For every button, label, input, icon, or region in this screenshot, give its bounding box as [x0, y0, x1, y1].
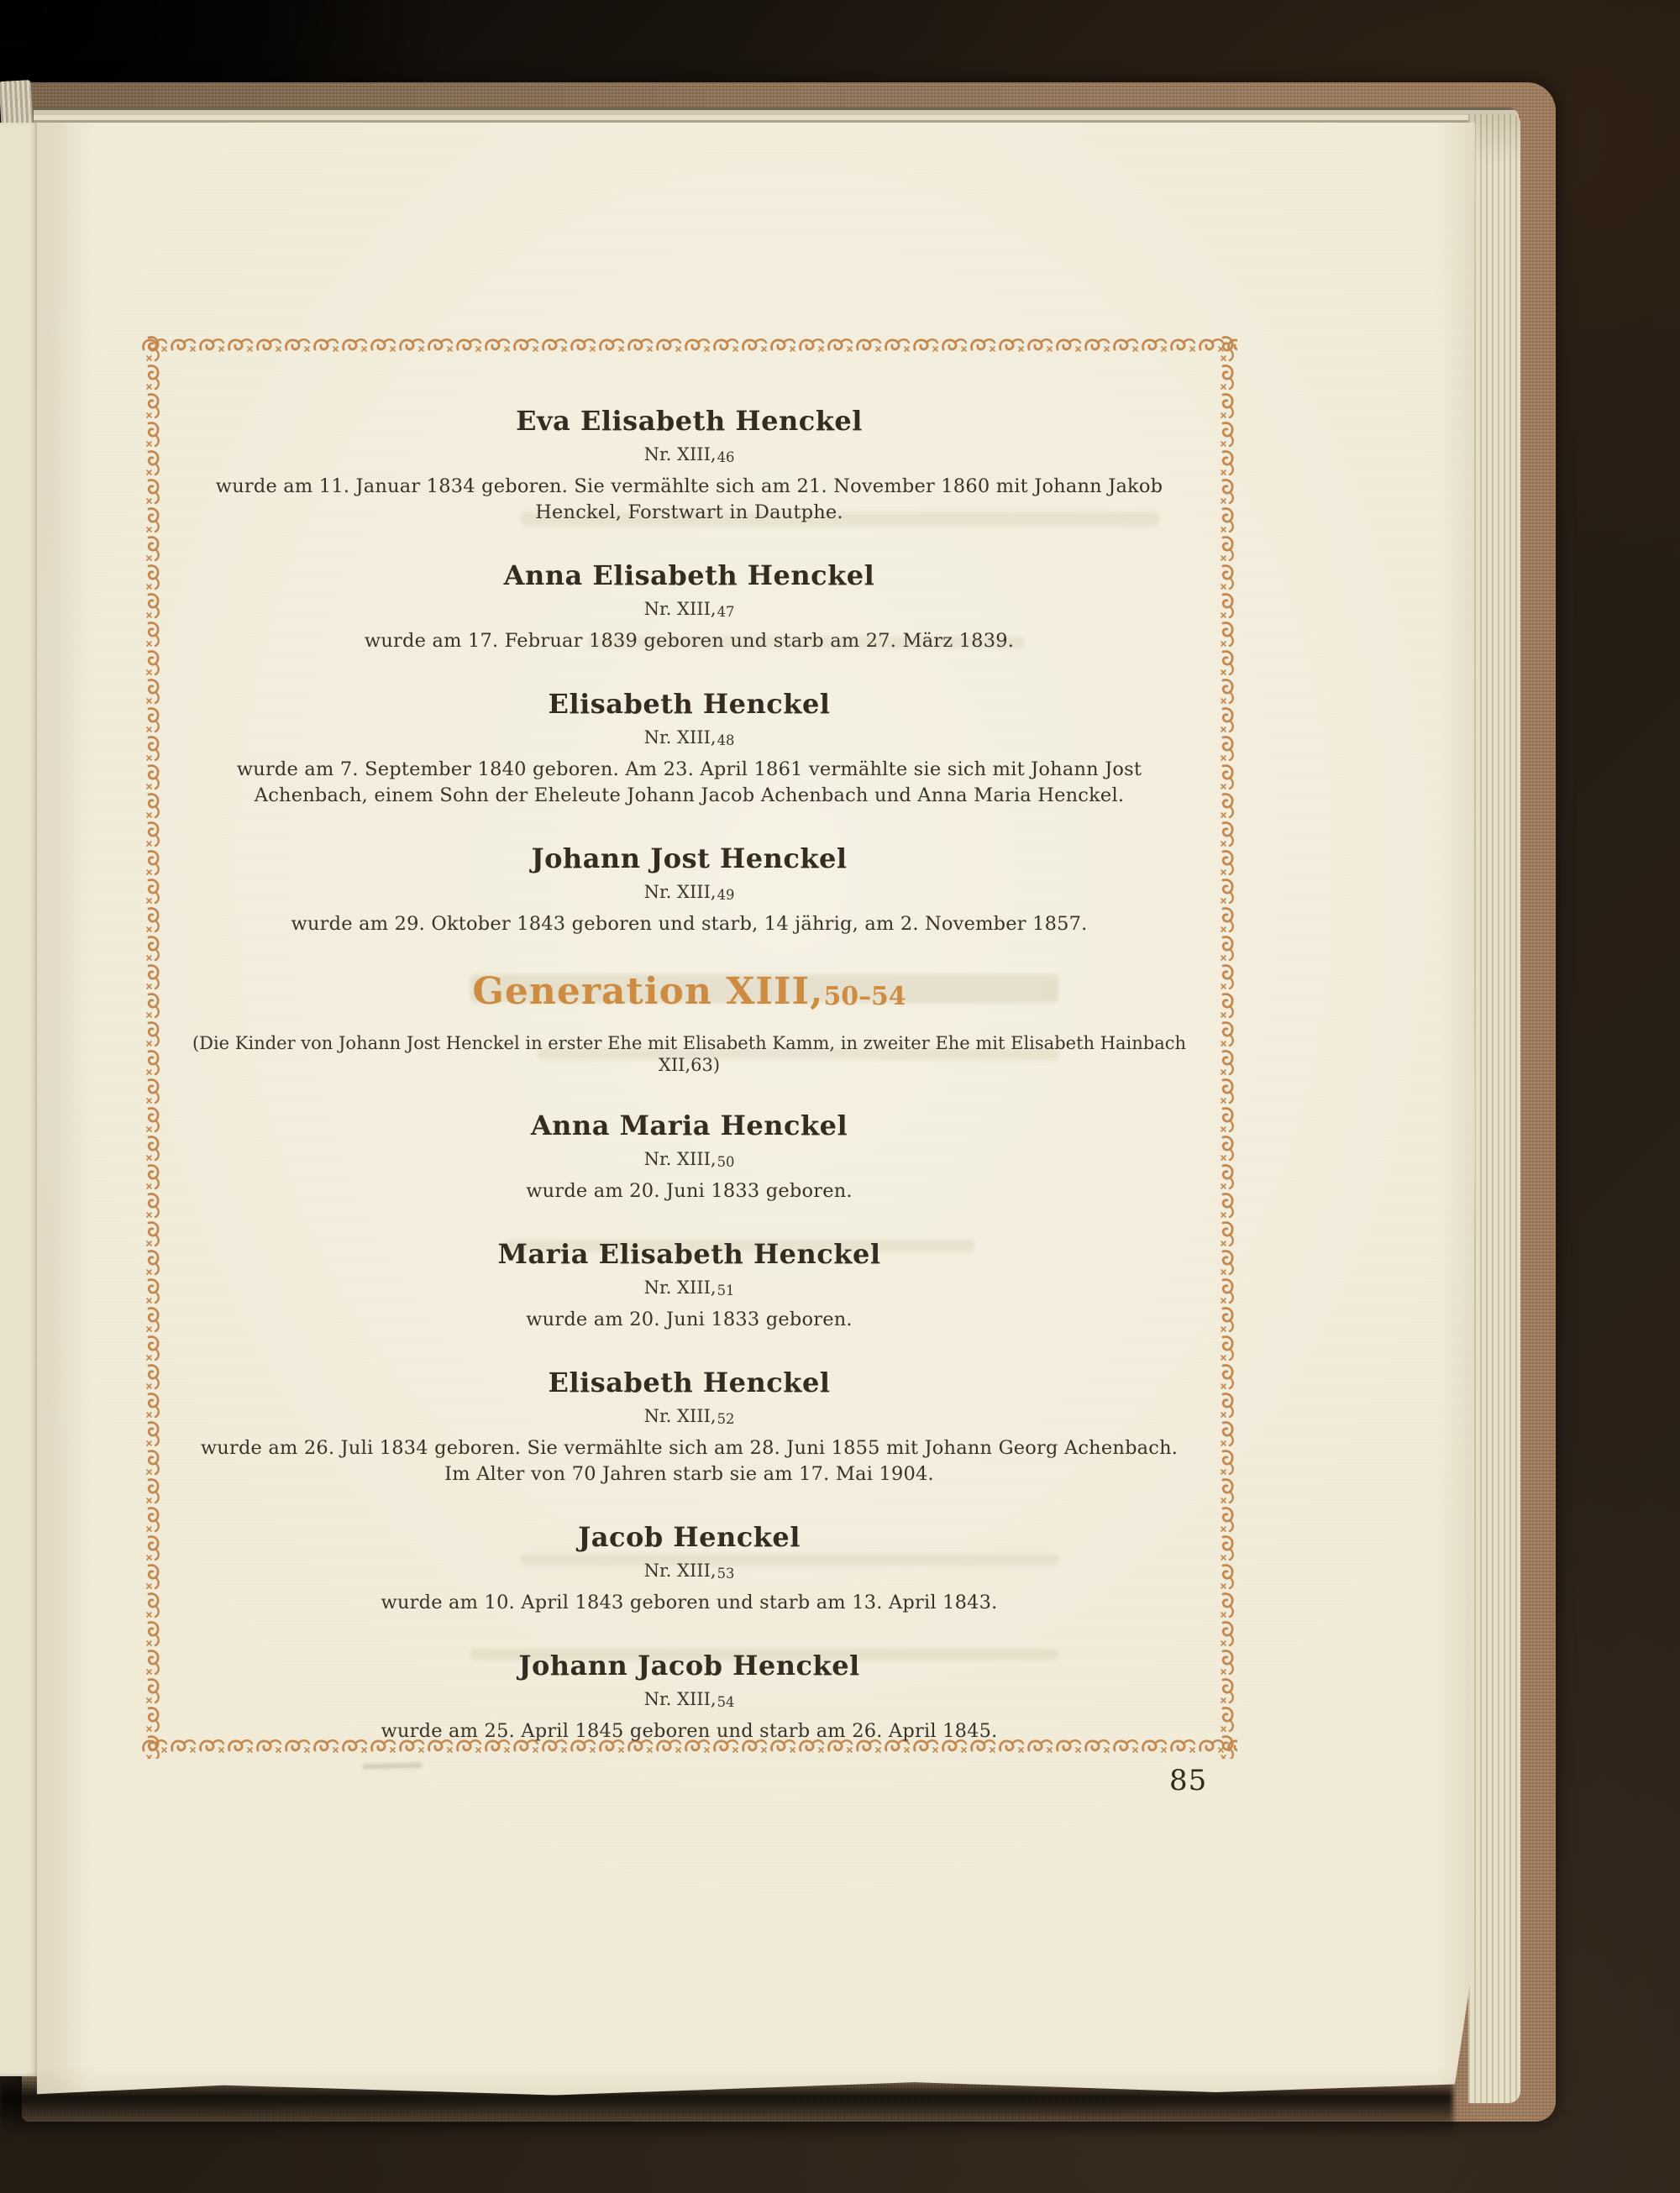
genealogy-entry — [140, 559, 1238, 654]
person-details: wurde am 20. Juni 1833 geboren. — [526, 1180, 853, 1202]
number-index: 52 — [717, 1411, 735, 1428]
person-name: Anna Maria Henckel — [530, 1110, 848, 1141]
person-number — [140, 443, 1238, 467]
number-prefix: Nr. XIII, — [643, 727, 717, 748]
person-name: Johann Jacob Henckel — [518, 1650, 860, 1681]
person-number — [140, 1405, 1238, 1429]
person-number — [140, 1560, 1238, 1583]
generation-heading-block — [140, 971, 1238, 1076]
generation-title-main: Generation XIII, — [472, 970, 824, 1013]
person-name: Johann Jost Henckel — [531, 842, 848, 874]
person-details: wurde am 29. Oktober 1843 geboren und starb, 14 jährig, am 2. November 1857. — [291, 913, 1088, 935]
number-prefix: Nr. XIII, — [643, 444, 717, 464]
person-number — [140, 1148, 1238, 1172]
person-name: Jacob Henckel — [578, 1521, 801, 1553]
person-name: Elisabeth Henckel — [548, 688, 831, 720]
number-prefix: Nr. XIII, — [643, 1278, 717, 1298]
number-prefix: Nr. XIII, — [643, 882, 717, 902]
genealogy-entry — [140, 1650, 1238, 1744]
person-name: Maria Elisabeth Henckel — [497, 1238, 881, 1270]
number-index: 51 — [717, 1283, 735, 1299]
person-details: wurde am 20. Juni 1833 geboren. — [526, 1309, 853, 1330]
genealogy-entry — [140, 1367, 1238, 1487]
person-details: wurde am 26. Juli 1834 geboren. Sie vermählte sich am 28. Juni 1855 mit Johann Georg Achenbach. Im Alter von 70 Jahren starb sie am 17. Mai 1904. — [200, 1437, 1179, 1485]
page-content — [140, 334, 1238, 1778]
person-details: wurde am 25. April 1845 geboren und starb am 26. April 1845. — [381, 1720, 998, 1742]
number-index: 49 — [717, 887, 735, 904]
person-number — [140, 1688, 1238, 1712]
person-details: wurde am 10. April 1843 geboren und starb am 13. April 1843. — [381, 1592, 998, 1613]
person-number — [140, 1277, 1238, 1300]
number-index: 47 — [717, 604, 735, 621]
number-index: 54 — [717, 1694, 735, 1711]
number-index: 53 — [717, 1566, 735, 1582]
person-details: wurde am 17. Februar 1839 geboren und starb am 27. März 1839. — [364, 630, 1015, 652]
person-name: Anna Elisabeth Henckel — [503, 559, 875, 591]
generation-title-range: 50–54 — [823, 982, 906, 1012]
number-prefix: Nr. XIII, — [643, 1689, 717, 1709]
generation-subtitle: (Die Kinder von Johann Jost Henckel in erster Ehe mit Elisabeth Kamm, in zweiter Ehe mit Elisabeth Hainbach XII,63) — [192, 1033, 1187, 1075]
person-details: wurde am 11. Januar 1834 geboren. Sie vermählte sich am 21. November 1860 mit Johann Jakob Henckel, Forstwart in Dautphe. — [215, 475, 1163, 523]
number-index: 50 — [717, 1154, 735, 1171]
page-edges-fore — [1468, 114, 1520, 2103]
underlying-page-edge — [0, 123, 40, 2076]
genealogy-entry — [140, 1110, 1238, 1204]
person-name: Eva Elisabeth Henckel — [516, 405, 863, 437]
page-number: 85 — [1169, 1764, 1208, 1797]
genealogy-entry — [140, 405, 1238, 526]
genealogy-entry — [140, 842, 1238, 937]
book-headband — [0, 80, 33, 127]
generation-title — [140, 971, 1238, 1017]
genealogy-entry — [140, 688, 1238, 809]
number-prefix: Nr. XIII, — [643, 1406, 717, 1426]
number-prefix: Nr. XIII, — [643, 599, 717, 619]
number-index: 48 — [717, 732, 735, 749]
number-index: 46 — [717, 449, 735, 466]
person-number — [140, 598, 1238, 622]
number-prefix: Nr. XIII, — [643, 1149, 717, 1169]
person-number — [140, 727, 1238, 750]
genealogy-entry — [140, 1521, 1238, 1616]
number-prefix: Nr. XIII, — [643, 1561, 717, 1581]
person-number — [140, 881, 1238, 905]
person-details: wurde am 7. September 1840 geboren. Am 23. April 1861 vermählte sie sich mit Johann Jost Achenbach, einem Sohn der Eheleute Johann Jacob Achenbach und Anna Maria Henckel. — [236, 758, 1142, 806]
person-name: Elisabeth Henckel — [548, 1367, 831, 1398]
genealogy-entry — [140, 1238, 1238, 1333]
